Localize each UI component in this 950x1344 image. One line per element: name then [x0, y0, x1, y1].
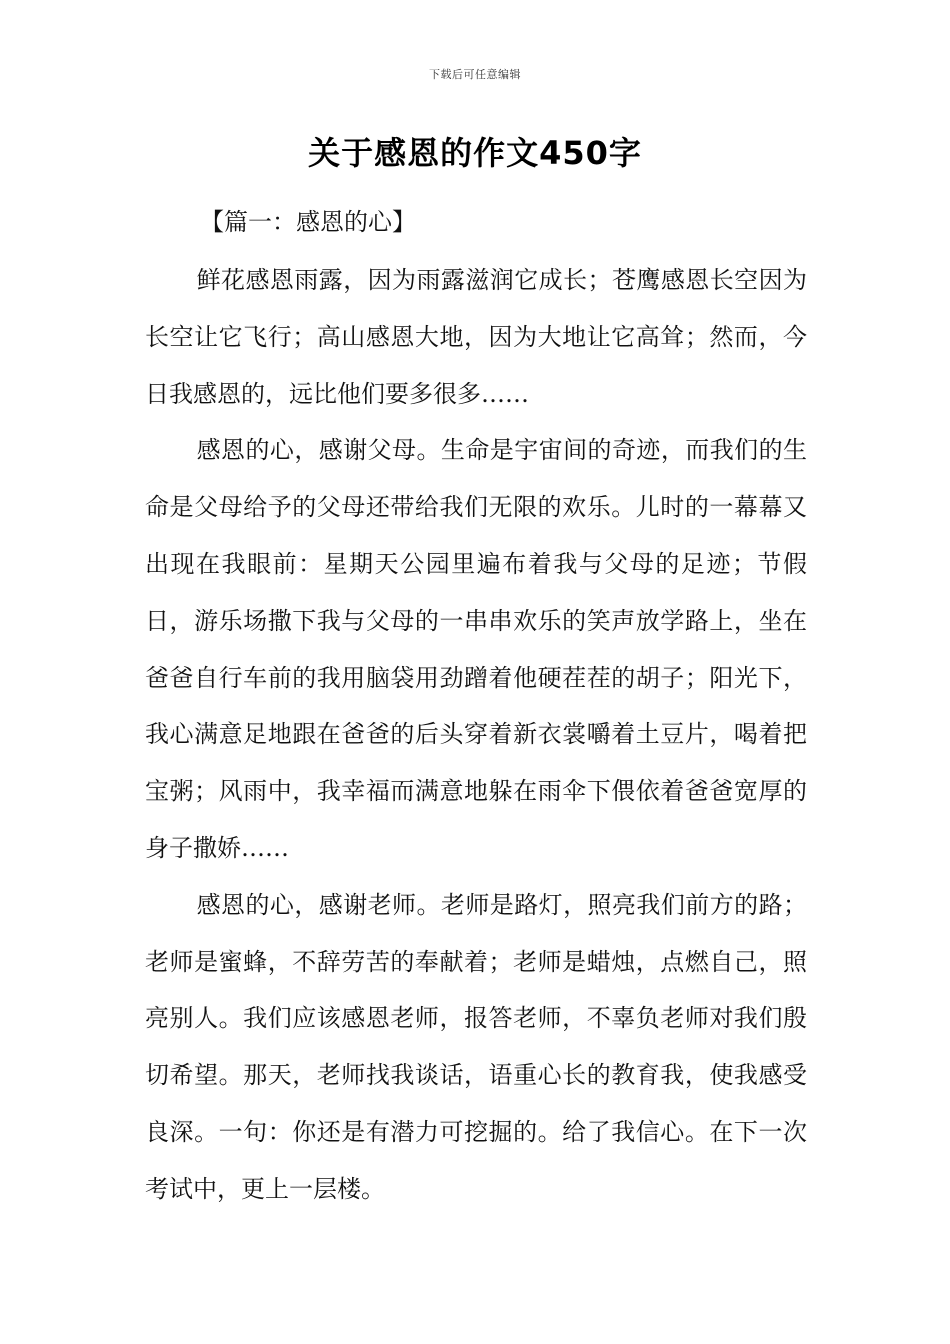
header-note: 下载后可任意编辑 — [429, 68, 521, 81]
paragraph-2: 感恩的心，感谢父母。生命是宇宙间的奇迹，而我们的生命是父母给予的父母还带给我们无限的欢乐。儿时的一幕幕又出现在我眼前：星期天公园里遍布着我与父母的足迹；节假日，游乐场撒下我与父母的一串串欢乐的笑声放学路上，坐在爸爸自行车前的我用脑袋用劲蹭着他硬茬茬的胡子；阳光下，我心满意足地跟在爸爸的后头穿着新衣裳嚼着土豆片，喝着把宝粥；风雨中，我幸福而满意地躲在雨伞下偎依着爸爸宽厚的身子撒娇…… — [145, 436, 807, 862]
paragraph-1: 鲜花感恩雨露，因为雨露滋润它成长；苍鹰感恩长空因为长空让它飞行；高山感恩大地，因为大地让它高耸；然而，今日我感恩的，远比他们要多很多…… — [145, 266, 807, 408]
essay-body — [145, 252, 807, 1218]
page-title: 关于感恩的作文450字 — [308, 134, 642, 172]
section-heading: 【篇一：感恩的心】 — [200, 208, 416, 236]
paragraph-3: 感恩的心，感谢老师。老师是路灯，照亮我们前方的路；老师是蜜蜂，不辞劳苦的奉献着；老师是蜡烛，点燃自己，照亮别人。我们应该感恩老师，报答老师，不辜负老师对我们殷切希望。那天，老师找我谈话，语重心长的教育我，使我感受良深。一句：你还是有潜力可挖掘的。给了我信心。在下一次考试中，更上一层楼。 — [145, 890, 807, 1203]
